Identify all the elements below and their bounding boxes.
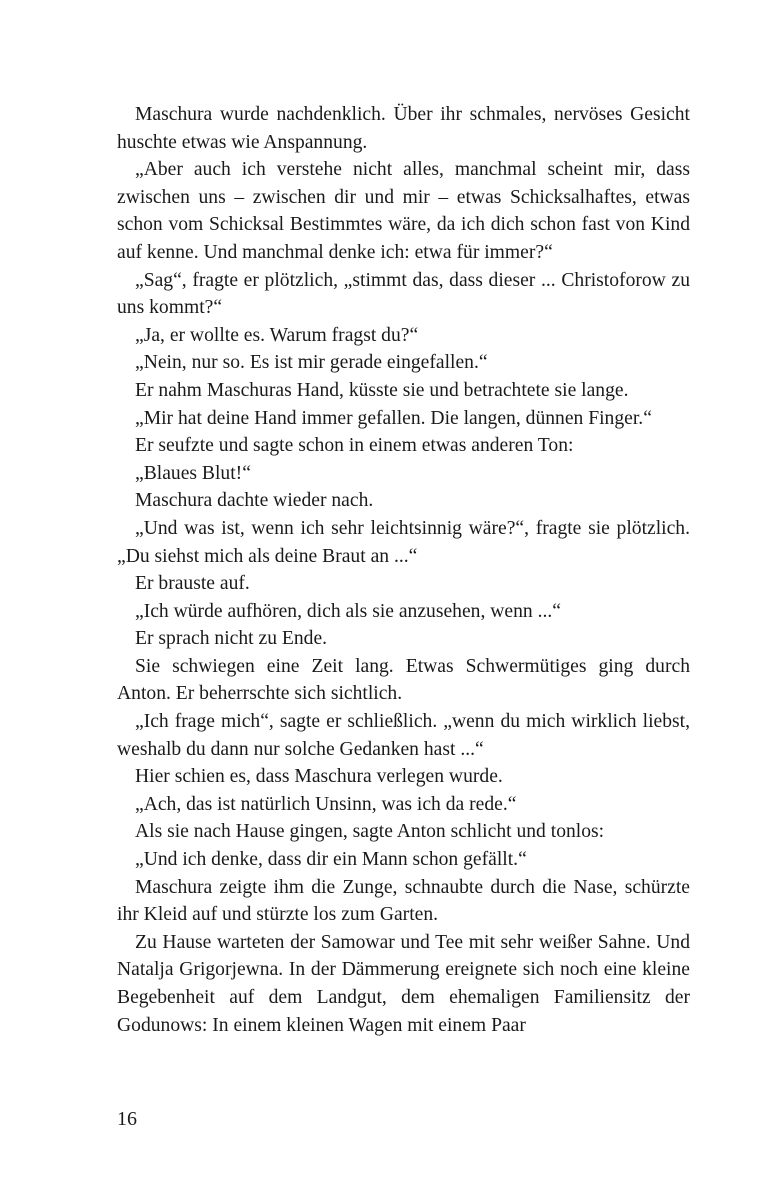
- paragraph-5: „Nein, nur so. Es ist mir gerade eingefallen.“: [135, 352, 488, 374]
- paragraph-22: Zu Hause warteten der Samowar und Tee mit sehr weißer Sahne. Und Natalja Grigorjewna. In der Dämmerung ereignete sich noch eine kleine Begebenheit auf dem Landgut, dem ehemaligen Familiensitz der Godunows: In einem kleinen Wagen mit einem Paar: [117, 931, 690, 1036]
- paragraph-16: „Ich frage mich“, sagte er schließlich. „wenn du mich wirklich liebst, weshalb du dann nur solche Gedanken hast ...“: [117, 711, 690, 760]
- paragraph-19: Als sie nach Hause gingen, sagte Anton schlicht und tonlos:: [135, 821, 605, 843]
- paragraph-4: „Ja, er wollte es. Warum fragst du?“: [135, 324, 419, 346]
- paragraph-14: Er sprach nicht zu Ende.: [135, 628, 328, 650]
- body-text: [117, 101, 690, 1039]
- paragraph-12: Er brauste auf.: [135, 573, 250, 595]
- paragraph-21: Maschura zeigte ihm die Zunge, schnaubte durch die Nase, schürzte ihr Kleid auf und stürzte los zum Garten.: [117, 876, 690, 926]
- paragraph-9: „Blaues Blut!“: [135, 462, 251, 484]
- paragraph-6: Er nahm Maschuras Hand, küsste sie und betrachtete sie lange.: [135, 379, 629, 401]
- paragraph-7: „Mir hat deine Hand immer gefallen. Die langen, dünnen Finger.“: [135, 407, 652, 429]
- paragraph-10: Maschura dachte wieder nach.: [135, 490, 374, 512]
- paragraph-2: „Aber auch ich verstehe nicht alles, manchmal scheint mir, dass zwischen uns – zwischen dir und mir – etwas Schicksalhaftes, etwas schon vom Schicksal Bestimmtes wäre, da ich dich schon fast von Kind auf kenne. Und manchmal denke ich: etwa für immer?“: [117, 159, 690, 263]
- paragraph-8: Er seufzte und sagte schon in einem etwas anderen Ton:: [135, 435, 574, 457]
- paragraph-3: „Sag“, fragte er plötzlich, „stimmt das, dass dieser ... Christoforow zu uns kommt?“: [117, 269, 690, 319]
- paragraph-15: Sie schwiegen eine Zeit lang. Etwas Schwermütiges ging durch Anton. Er beherrschte sich sichtlich.: [117, 655, 690, 705]
- paragraph-18: „Ach, das ist natürlich Unsinn, was ich da rede.“: [135, 793, 517, 815]
- paragraph-17: Hier schien es, dass Maschura verlegen wurde.: [135, 766, 503, 788]
- page-number: 16: [117, 1108, 137, 1130]
- paragraph-1: Maschura wurde nachdenklich. Über ihr schmales, nervöses Gesicht huschte etwas wie Anspannung.: [117, 104, 690, 153]
- paragraph-13: „Ich würde aufhören, dich als sie anzusehen, wenn ...“: [135, 600, 561, 622]
- paragraph-11: „Und was ist, wenn ich sehr leichtsinnig wäre?“, fragte sie plötzlich. „Du siehst mich als deine Braut an ...“: [117, 517, 690, 567]
- paragraph-20: „Und ich denke, dass dir ein Mann schon gefällt.“: [135, 849, 527, 871]
